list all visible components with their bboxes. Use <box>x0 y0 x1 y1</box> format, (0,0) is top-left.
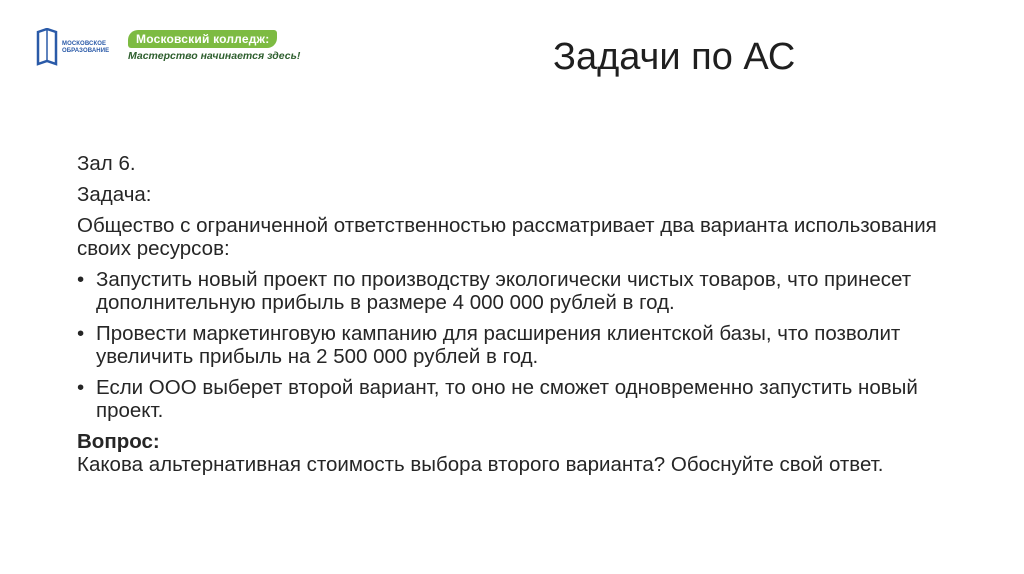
bullet-icon: • <box>77 322 85 345</box>
book-icon <box>36 28 58 68</box>
bullet-icon: • <box>77 268 85 291</box>
college-tagline: Мастерство начинается здесь! <box>128 50 301 62</box>
slide-title: Задачи по АС <box>553 36 796 78</box>
task-intro: Общество с ограниченной ответственностью рассматривает два варианта использования своих ресурсов: <box>77 214 937 260</box>
logo-left-text: МОСКОВСКОЕ ОБРАЗОВАНИЕ <box>62 41 110 54</box>
list-item-text: Если ООО выберет второй вариант, то оно не сможет одновременно запустить новый проект. <box>96 376 918 422</box>
list-item-text: Запустить новый проект по производству экологически чистых товаров, что принесет дополнительную прибыль в размере 4 000 000 рублей в год. <box>96 268 912 314</box>
question-block <box>77 430 957 476</box>
question-text: Какова альтернативная стоимость выбора второго варианта? Обоснуйте свой ответ. <box>77 453 884 476</box>
list-item <box>77 268 957 314</box>
moscow-college-logo <box>128 30 300 62</box>
list-item <box>77 322 957 368</box>
college-badge: Московский колледж: <box>128 30 277 48</box>
bullet-list <box>77 268 957 422</box>
moscow-education-logo <box>36 28 110 68</box>
list-item-text: Провести маркетинговую кампанию для расширения клиентской базы, что позволит увеличить прибыль на 2 500 000 рублей в год. <box>96 322 901 368</box>
hall-line: Зал 6. <box>77 152 136 175</box>
list-item <box>77 376 957 422</box>
task-label: Задача: <box>77 183 152 206</box>
slide-content <box>77 152 957 476</box>
bullet-icon: • <box>77 376 85 399</box>
question-label: Вопрос: <box>77 430 160 453</box>
